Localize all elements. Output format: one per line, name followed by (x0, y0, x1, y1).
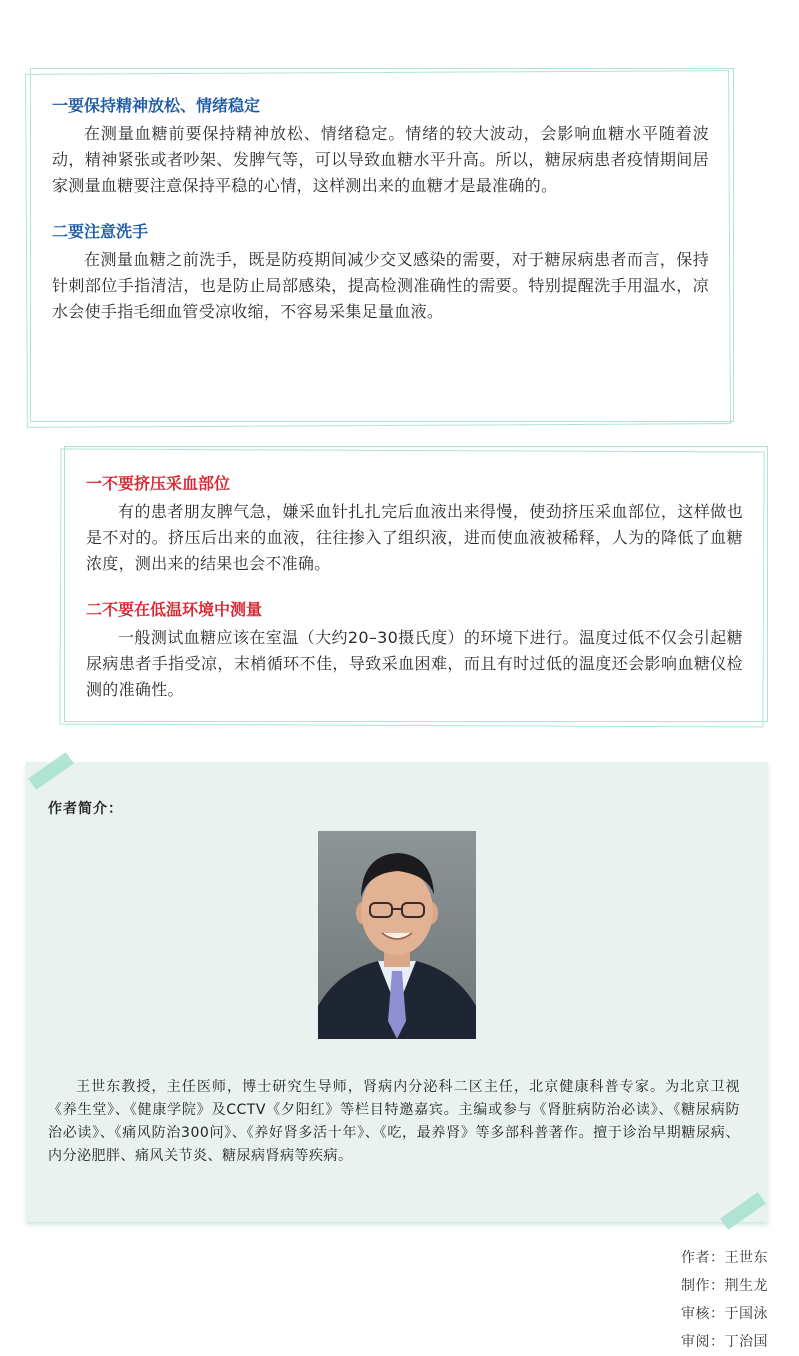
section-body: 在测量血糖前要保持精神放松、情绪稳定。情绪的较大波动，会影响血糖水平随着波动，精神紧张或者吵架、发脾气等，可以导致血糖水平升高。所以，糖尿病患者疫情期间居家测量血糖要注意保持平稳的心情，这样测出来的血糖才是最准确的。 (52, 124, 709, 195)
tips-card-dont (60, 446, 768, 726)
author-panel (26, 762, 768, 1222)
author-portrait-icon (318, 831, 476, 1039)
author-photo (318, 831, 476, 1039)
section-title: 二要注意洗手 (52, 222, 149, 241)
section-title: 一不要挤压采血部位 (86, 474, 231, 493)
author-bio: 王世东教授，主任医师，博士研究生导师，肾病内分泌科二区主任，北京健康科普专家。为北京卫视《养生堂》、《健康学院》及CCTV《夕阳红》等栏目特邀嘉宾。主编或参与《肾脏病防治必读》、《糖尿病防治必读》、《痛风防治300问》、《养好肾多活十年》、《吃，最养肾》等多部科普著作。擅于诊治早期糖尿病、内分泌肥胖、痛风关节炎、糖尿病肾病等疾病。 (48, 1079, 740, 1164)
card-content (86, 473, 743, 703)
section-title: 二不要在低温环境中测量 (86, 600, 263, 619)
card-content (52, 95, 709, 325)
author-label: 作者简介： (48, 801, 123, 817)
section-body: 一般测试血糖应该在室温（大约20–30摄氏度）的环境下进行。温度过低不仅会引起糖尿病患者手指受凉，末梢循环不佳，导致采血困难，而且有时过低的温度还会影响血糖仪检测的准确性。 (86, 628, 743, 699)
tips-card-do (26, 68, 734, 426)
credit-producer: 制作：荆生龙 (681, 1278, 768, 1294)
credits (681, 1244, 768, 1356)
tape-decoration (28, 752, 74, 790)
section-body: 在测量血糖之前洗手，既是防疫期间减少交叉感染的需要，对于糖尿病患者而言，保持针刺部位手指清洁，也是防止局部感染，提高检测准确性的需要。特别提醒洗手用温水，凉水会使手指毛细血管受凉收缩，不容易采集足量血液。 (52, 250, 709, 321)
credit-reviewer: 审核：于国泳 (681, 1306, 768, 1322)
credit-proofreader: 审阅：丁治国 (681, 1334, 768, 1350)
tape-decoration (720, 1192, 766, 1230)
credit-author: 作者：王世东 (681, 1250, 768, 1266)
section-title: 一要保持精神放松、情绪稳定 (52, 96, 261, 115)
section-body: 有的患者朋友脾气急，嫌采血针扎扎完后血液出来得慢，使劲挤压采血部位，这样做也是不对的。挤压后出来的血液，往往掺入了组织液，进而使血液被稀释，人为的降低了血糖浓度，测出来的结果也会不准确。 (86, 502, 743, 573)
